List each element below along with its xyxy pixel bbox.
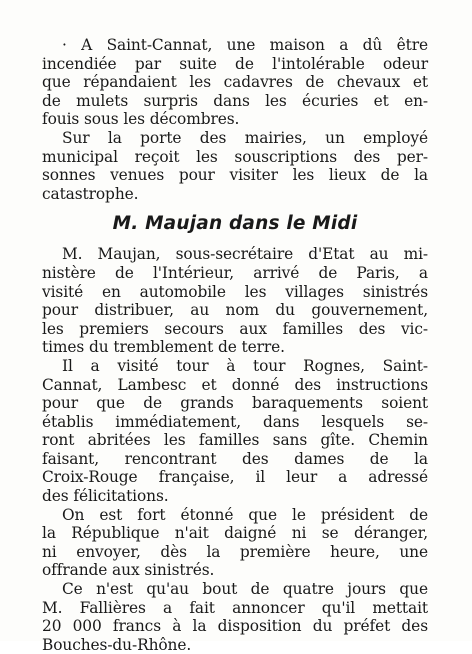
- text-line: pour distribuer, au nom du gouvernement,: [42, 301, 428, 320]
- text-line: la République n'ait daigné ni se déranger,: [42, 524, 428, 543]
- text-line: les premiers secours aux familles des vic-: [42, 319, 428, 338]
- text-line: ront abritées les familles sans gîte. Chemin: [42, 431, 428, 450]
- text-line: ni envoyer, dès la première heure, une: [42, 542, 428, 561]
- text-line: On est fort étonné que le président de: [62, 505, 428, 524]
- article-column: [42, 36, 428, 654]
- paragraph-maujan-visit: [42, 245, 428, 357]
- paragraph-fallieres: [42, 580, 428, 654]
- text-line: municipal reçoit les souscriptions des per-: [42, 147, 428, 166]
- text-line: Sur la porte des mairies, un employé: [62, 128, 428, 147]
- text-line: catastrophe.: [42, 184, 139, 203]
- text-line: de mulets surpris dans les écuries et en-: [42, 91, 428, 110]
- text-line: pour que de grands baraquements soient: [42, 394, 428, 413]
- paragraph-saint-cannat: [42, 36, 428, 129]
- text-line: des félicitations.: [42, 487, 169, 506]
- text-line: fouis sous les décombres.: [42, 110, 240, 129]
- text-line: Cannat, Lambesc et donné des instructions: [42, 375, 428, 394]
- text-line: visité en automobile les villages sinistrés: [42, 282, 428, 301]
- paragraph-president: [42, 506, 428, 580]
- section-heading: M. Maujan dans le Midi: [112, 213, 358, 235]
- text-line: offrande aux sinistrés.: [42, 561, 215, 580]
- paragraph-mairies: [42, 129, 428, 203]
- text-line: Bouches-du-Rhône.: [42, 635, 192, 654]
- text-line: M. Fallières a fait annoncer qu'il mettait: [42, 598, 428, 617]
- text-line: faisant, rencontrant des dames de la: [42, 449, 428, 468]
- text-line: times du tremblement de terre.: [42, 338, 285, 357]
- text-line: 20 000 francs à la disposition du préfet des: [42, 617, 428, 636]
- text-line: nistère de l'Intérieur, arrivé de Paris, a: [42, 263, 428, 282]
- text-line: incendiée par suite de l'intolérable odeur: [42, 54, 428, 73]
- text-line: M. Maujan, sous-secrétaire d'Etat au mi-: [62, 245, 428, 264]
- text-line: établis immédiatement, dans lesquels se-: [42, 412, 428, 431]
- text-line: Ce n'est qu'au bout de quatre jours que: [62, 580, 428, 599]
- text-line: que répandaient les cadavres de chevaux et: [42, 73, 428, 92]
- text-line: · A Saint-Cannat, une maison a dû être: [62, 36, 428, 54]
- text-line: Croix-Rouge française, il leur a adressé: [42, 468, 428, 487]
- paragraph-instructions: [42, 357, 428, 506]
- text-line: sonnes venues pour visiter les lieux de la: [42, 166, 428, 185]
- text-line: Il a visité tour à tour Rognes, Saint-: [62, 356, 428, 375]
